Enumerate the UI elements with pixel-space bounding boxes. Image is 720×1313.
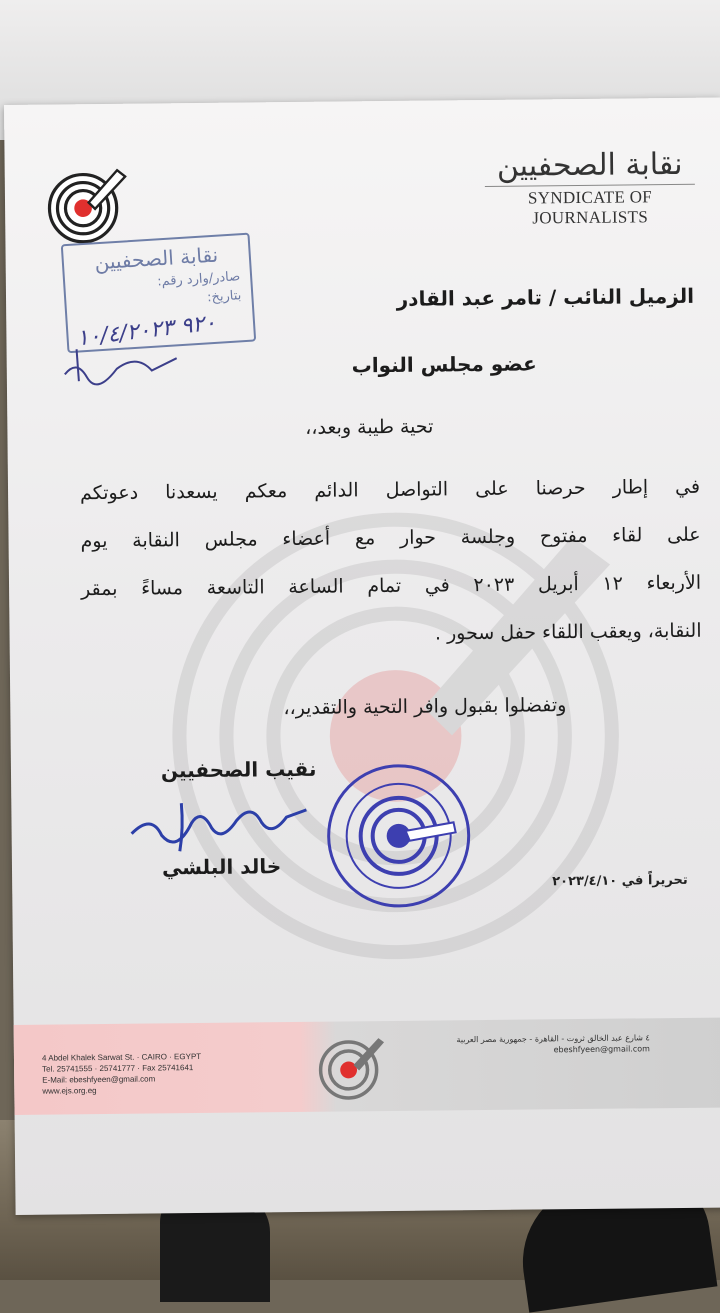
footer-email-ar: ebeshfyeen@gmail.com [553,1044,650,1055]
footer-phone: Tel. 25741555 · 25741777 · Fax 25741641 [42,1063,194,1074]
footer-email: E-Mail: ebeshfyeen@gmail.com [42,1074,156,1085]
issued-date: تحريراً في ٢٠٢٣/٤/١٠ [552,872,688,890]
syndicate-logo-icon [47,164,128,245]
body-line: في إطار حرصنا على التواصل الدائم معكم يسعدنا دعوتكم [79,475,701,505]
footer-address: 4 Abdel Khalek Sarwat St. · CAIRO · EGYPT [41,1051,202,1063]
stamp-number-line: صادر/وارد رقم: [156,269,241,290]
letter-body [80,463,702,661]
body-line: الأربعاء ١٢ أبريل ٢٠٢٣ في تمام الساعة التاسعة مساءً بمقر [80,571,702,601]
stamp-handwritten-entry: ٩٢٠ ١٠/٤/٢٠٢٣ [75,310,218,352]
footer-logo-icon [317,1031,388,1102]
handwritten-signature-icon [121,792,312,854]
greeting: تحية طيبة وبعد،، [305,415,434,439]
initials-scrawl-icon [56,318,187,389]
stamp-title: نقابة الصحفيين [93,242,219,275]
footer-website: www.ejs.org.eg [42,1086,97,1096]
signatory-title: نقيب الصحفيين [160,756,317,783]
body-line: على لقاء مفتوح وجلسة حوار مع أعضاء مجلس النقابة يوم [80,523,701,553]
footer-address-arabic [456,1032,650,1056]
letterhead-brand [484,148,695,229]
recipient-line: الزميل النائب / تامر عبد القادر [396,283,695,311]
footer-address-ar: ٤ شارع عبد الخالق ثروت - القاهرة - جمهورية مصر العربية [456,1033,650,1045]
recipient-title: عضو مجلس النواب [351,351,537,378]
stamp-date-line: بتاريخ: [206,288,242,306]
signatory-name: خالد البلشي [161,854,282,880]
footer-address-english [42,1051,202,1097]
letter-footer [14,1017,720,1114]
closing-line: وتفضلوا بقبول وافر التحية والتقدير،، [283,694,567,720]
brand-name-arabic: نقابة الصحفيين [496,146,683,184]
official-seal-icon [323,760,475,912]
brand-name-english: SYNDICATE OF JOURNALISTS [485,184,695,229]
body-line: النقابة، ويعقب اللقاء حفل سحور . [434,619,702,645]
letter-sheet [4,98,720,1215]
